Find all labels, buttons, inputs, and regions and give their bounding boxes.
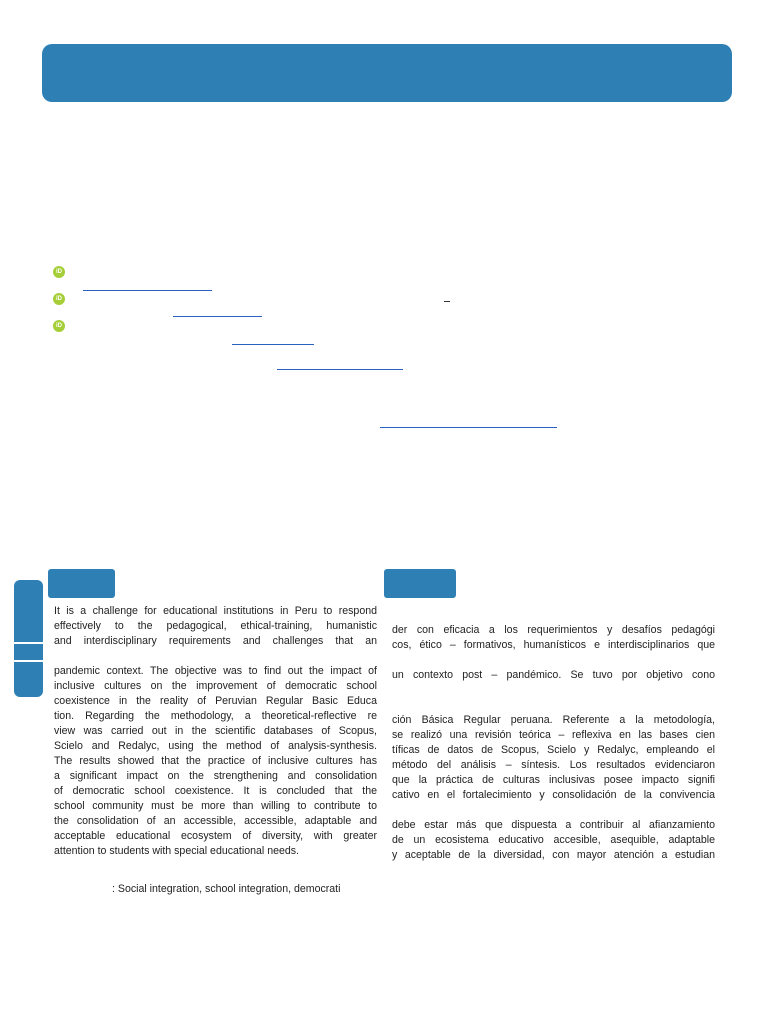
resumen-heading-tab: [384, 569, 456, 598]
abstract-line: of democratic school coexistence. It is concluded that the: [54, 785, 377, 797]
header-banner: [42, 44, 732, 102]
author-link[interactable]: [173, 316, 262, 317]
resumen-line: debe estar más que dispuesta a contribuir al afianzamiento: [392, 819, 715, 831]
abstract-line: inclusive cultures on the improvement of democratic school: [54, 680, 377, 692]
side-tab-divider: [14, 660, 43, 662]
abstract-line: a significant impact on the strengthening and consolidation: [54, 770, 377, 782]
doi-link[interactable]: [380, 427, 557, 428]
abstract-line: the consolidation of an accessible, accessible, adaptable and: [54, 815, 377, 827]
side-tab-divider: [14, 642, 43, 644]
author-link[interactable]: [232, 344, 314, 345]
keywords-line: : Social integration, school integration, democrati: [112, 883, 341, 895]
resumen-line: un contexto post – pandémico. Se tuvo por objetivo cono: [392, 669, 715, 681]
side-tab: [14, 580, 43, 697]
orcid-icon[interactable]: iD: [53, 320, 65, 332]
resumen-line: y aceptable de la diversidad, con mayor atención a estudian: [392, 849, 715, 861]
resumen-line: cos, ético – formativos, humanísticos e interdisciplinarios que: [392, 639, 715, 651]
abstract-spanish: [392, 623, 715, 863]
abstract-line: view was carried out in the scientific databases of Scopus,: [54, 725, 377, 737]
separator-dash: [444, 301, 450, 302]
resumen-line: ción Básica Regular peruana. Referente a la metodología,: [392, 714, 715, 726]
abstract-english: [54, 604, 377, 859]
abstract-line: coexistence in the reality of Peruvian Regular Basic Educa: [54, 695, 377, 707]
abstract-line: tion. Regarding the methodology, a theoretical-reflective re: [54, 710, 377, 722]
resumen-line: método del análisis – síntesis. Los resultados evidenciaron: [392, 759, 715, 771]
author-link[interactable]: [277, 369, 403, 370]
resumen-line: tíficas de datos de Scopus, Scielo y Redalyc, empleando el: [392, 744, 715, 756]
resumen-line: der con eficacia a los requerimientos y desafíos pedagógi: [392, 624, 715, 636]
resumen-line: cativo en el fortalecimiento y consolidación de la convivencia: [392, 789, 715, 801]
abstract-line: pandemic context. The objective was to find out the impact of: [54, 665, 377, 677]
abstract-line: It is a challenge for educational institutions in Peru to respond: [54, 605, 377, 617]
resumen-line: se realizó una revisión teórica – reflexiva en las bases cien: [392, 729, 715, 741]
resumen-line: de un ecosistema educativo accesible, asequible, adaptable: [392, 834, 715, 846]
orcid-icon[interactable]: iD: [53, 266, 65, 278]
abstract-line: Scielo and Redalyc, using the method of analysis-synthesis.: [54, 740, 377, 752]
abstract-line: acceptable educational ecosystem of diversity, with greater: [54, 830, 377, 842]
abstract-line: The results showed that the practice of inclusive cultures has: [54, 755, 377, 767]
abstract-line: effectively to the pedagogical, ethical-training, humanistic: [54, 620, 377, 632]
orcid-icon[interactable]: iD: [53, 293, 65, 305]
resumen-line: que la práctica de culturas inclusivas posee impacto signifi: [392, 774, 715, 786]
abstract-line: attention to students with special educational needs.: [54, 845, 299, 857]
abstract-heading-tab: [48, 569, 115, 598]
abstract-line: school community must be more than willing to contribute to: [54, 800, 377, 812]
author-link[interactable]: [83, 290, 212, 291]
abstract-line: and interdisciplinary requirements and challenges that an: [54, 635, 377, 647]
